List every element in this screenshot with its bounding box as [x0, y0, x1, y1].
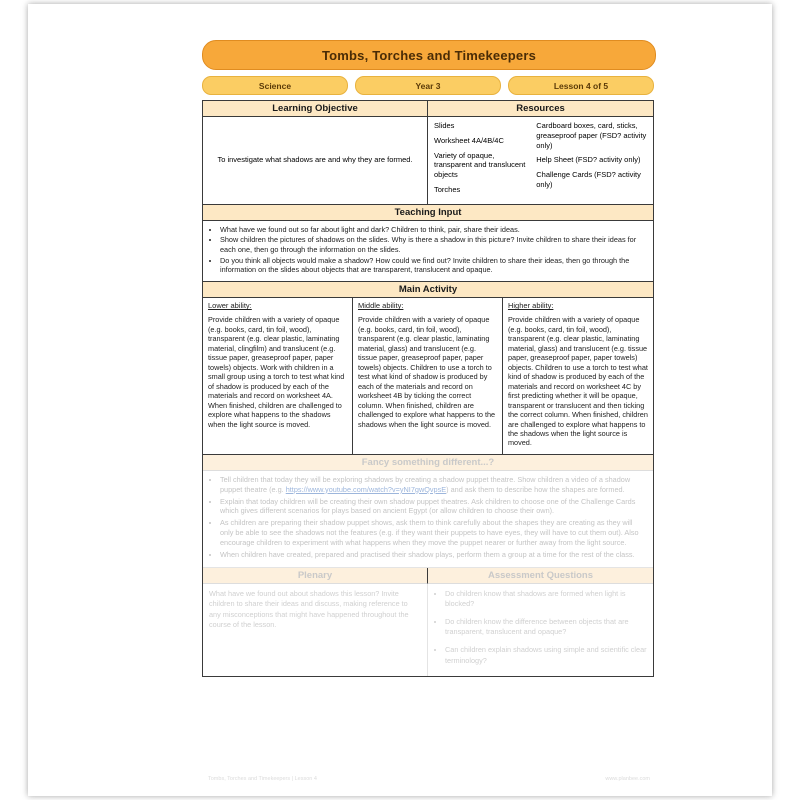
list-item: • When children have created, prepared and practised their shadow plays, perform them a group at a time for the rest of the class. [220, 550, 647, 560]
page-frame [28, 4, 772, 796]
lower-ability-text: Provide children with a variety of opaque (e.g. books, card, tin foil, wood), transparent (e.g. clear plastic, laminating material, clingfilm) and translucent (e.g. tissue paper, greaseproof paper, paper towels) objects. Work with children in a small group using a torch to test what kind of shadow is produced by each of the materials and record on worksheet 4A. When finished, children are challenged to explore what happens to the shadows when the light source is moved. [208, 315, 345, 429]
resource-item: Challenge Cards (FSD? activity only) [536, 170, 641, 189]
resource-item: Help Sheet (FSD? activity only) [536, 155, 641, 165]
table-header-row [203, 101, 653, 117]
higher-ability-label: Higher ability: [507, 301, 554, 311]
subject-pill: Science [202, 76, 348, 95]
teaching-input-header: Teaching Input [203, 205, 653, 221]
list-item: • What have we found out so far about light and dark? Children to think, pair, share their ideas. [220, 225, 647, 234]
resources-header: Resources [428, 101, 653, 117]
list-item: • Explain that today children will be creating their own shadow puppet theatres. Ask children to choose one of the Challenge Cards which gives different scenarios for plays based on ancient Egypt (or allow children to choose their own). [220, 497, 647, 517]
list-item: • Show children the pictures of shadows on the slides. Why is there a shadow in this picture? Invite children to share their ideas for each one, then go through the information on the slides. [220, 235, 647, 254]
resource-item: Slides [434, 121, 455, 130]
main-activity-columns [203, 298, 653, 455]
plenary-assessment-row [203, 584, 653, 676]
learning-objective-text: To investigate what shadows are and why they are formed. [203, 117, 428, 205]
higher-ability-column [503, 298, 653, 454]
main-activity-header: Main Activity [203, 282, 653, 298]
footer-right-text: www.planbee.com [605, 776, 650, 782]
lower-ability-column [203, 298, 353, 454]
plenary-header: Plenary [203, 568, 428, 584]
footer-left-text: Tombs, Torches and Timekeepers | Lesson 4 [208, 776, 317, 782]
middle-ability-label: Middle ability: [357, 301, 404, 311]
teaching-input-bullets [203, 221, 653, 283]
list-item: • Do you think all objects would make a shadow? How could we find out? Invite children to share their ideas, then go through the information on the slides about objects that are transparent, translucent and opaque. [220, 256, 647, 275]
resource-item: Worksheet 4A/4B/4C [434, 135, 504, 145]
page-footer [208, 776, 650, 782]
youtube-link[interactable]: https://www.youtube.com/watch?v=yNI7gwQvpsE [285, 484, 447, 494]
lesson-plan-sheet [194, 28, 664, 782]
plenary-text: What have we found out about shadows this lesson? Invite children to share their ideas and discuss, making reference to any misconceptions that might have happened throughout the course of the lesson. [203, 584, 428, 676]
document-title-banner: Tombs, Torches and Timekeepers [202, 40, 656, 70]
lower-ability-label: Lower ability: [208, 301, 252, 311]
resources-list [428, 117, 653, 205]
lesson-plan-table [202, 100, 654, 677]
assessment-header: Assessment Questions [428, 568, 653, 584]
assessment-questions [428, 584, 653, 676]
lesson-pill: Lesson 4 of 5 [508, 76, 654, 95]
meta-pill-row [202, 76, 654, 95]
resource-item: Torches [434, 184, 461, 194]
learning-objective-header: Learning Objective [203, 101, 428, 117]
list-item: • Can children explain shadows using simple and scientific clear terminology? [445, 645, 647, 666]
objective-resources-row [203, 117, 653, 205]
list-item: • Tell children that today they will be exploring shadows by creating a shadow puppet theatre. Show children a video of a shadow puppet theatre (e.g. https://www.youtube.com/watch?v=yNI7gwQvpsE) and ask them to describe how the shapes are formed. [220, 475, 647, 495]
resource-item: Variety of opaque, transparent and translucent objects [434, 150, 526, 179]
higher-ability-text: Provide children with a variety of opaque (e.g. books, card, tin foil, wood), transparent (e.g. clear plastic, laminating material, glass) and translucent (e.g. tissue paper, greaseproof paper, paper towels) objects. Children to use a torch to test what kind of shadow is produced by each of the materials and record on worksheet 4C by first predicting whether it will be opaque, transparent or translucent and then ticking the correct column. When finished, children are challenged to explore what happens to the shadows when the light source is moved. [507, 315, 648, 448]
resource-item: Cardboard boxes, card, sticks, greaseproof paper (FSD? activity only) [536, 121, 647, 150]
middle-ability-text: Provide children with a variety of opaque (e.g. books, card, tin foil, wood), transparent (e.g. clear plastic, laminating material, glass) and translucent (e.g. tissue paper, greaseproof paper, paper towels) objects. Children to use a torch to test what kind of shadow is produced by each of the materials and record on worksheet 4B by ticking the correct column. When finished, children are challenged to explore what happens to the shadows when the light source is moved. [357, 315, 496, 429]
middle-ability-column [353, 298, 503, 454]
list-item: • Do children know that shadows are formed when light is blocked? [445, 589, 647, 610]
year-pill: Year 3 [355, 76, 501, 95]
plenary-assessment-header-row [203, 568, 653, 584]
fancy-something-different-header: Fancy something different...? [203, 455, 653, 471]
list-item: • Do children know the difference between objects that are transparent, translucent and opaque? [445, 617, 647, 638]
list-item: • As children are preparing their shadow puppet shows, ask them to think carefully about the shapes they are creating as they will only be able to see the shadows not the features (e.g. if they want their puppets to have eyes, they will have to cut them out). Also encourage children to experiment with what happens when they move the puppet nearer or further away from the light source. [220, 518, 647, 548]
fancy-something-different-bullets [203, 471, 653, 568]
